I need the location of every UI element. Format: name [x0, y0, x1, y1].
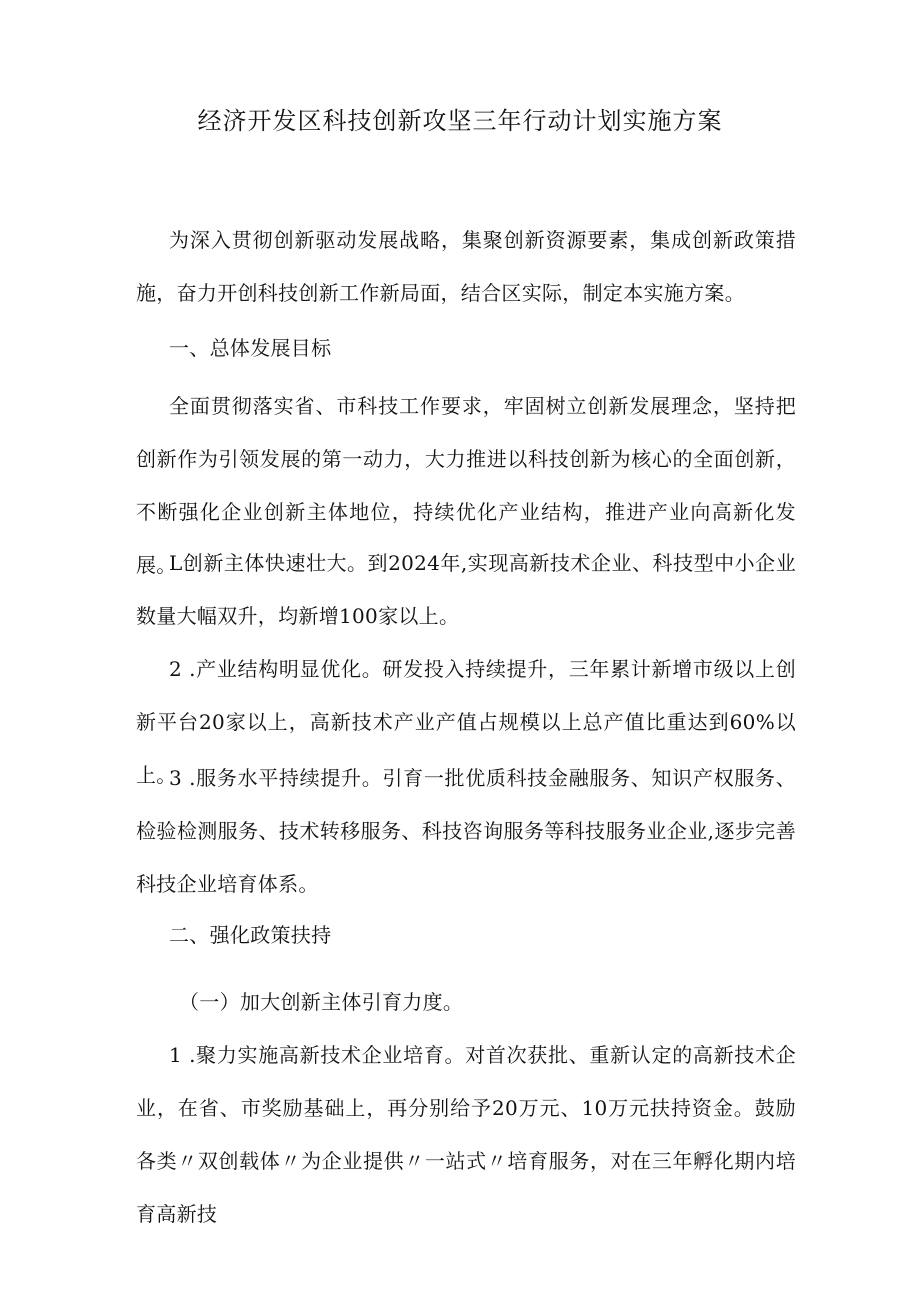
- intro-paragraph: 为深入贯彻创新驱动发展战略，集聚创新资源要素，集成创新政策措施，奋力开创科技创新工作新局面，结合区实际，制定本实施方案。: [136, 228, 796, 305]
- policy-item-1: 1 .聚力实施高新技术企业培育。对首次获批、重新认定的高新技术企业，在省、市奖励基础上，再分别给予20万元、10万元扶持资金。鼓励各类〃双创载体〃为企业提供〃一站式〃培育服务，对在三年孵化期内培育高新技: [136, 1043, 796, 1226]
- document-title: 经济开发区科技创新攻坚三年行动计划实施方案: [197, 107, 723, 135]
- target-item-3: 3 .服务水平持续提升。引育一批优质科技金融服务、知识产权服务、检验检测服务、技术转移服务、科技咨询服务等科技服务业企业,逐步完善科技企业培育体系。: [136, 766, 796, 896]
- target-item-1: L创新主体快速壮大。到2024年,实现高新技术企业、科技型中小企业数量大幅双升，均新增100家以上。: [136, 551, 796, 628]
- section-2-subheading: （一）加大创新主体引育力度。: [179, 990, 464, 1014]
- target-item-2: 2 .产业结构明显优化。研发投入持续提升，三年累计新增市级以上创新平台20家以上，高新技术产业产值占规模以上总产值比重达到60%以上。: [136, 657, 796, 787]
- section-1-body: 全面贯彻落实省、市科技工作要求，牢固树立创新发展理念，坚持把创新作为引领发展的第一动力，大力推进以科技创新为核心的全面创新，不断强化企业创新主体地位，持续优化产业结构，推进产业向高新化发展。: [136, 394, 796, 577]
- section-1-heading: 一、总体发展目标: [169, 336, 332, 360]
- section-2-heading: 二、强化政策扶持: [169, 923, 332, 947]
